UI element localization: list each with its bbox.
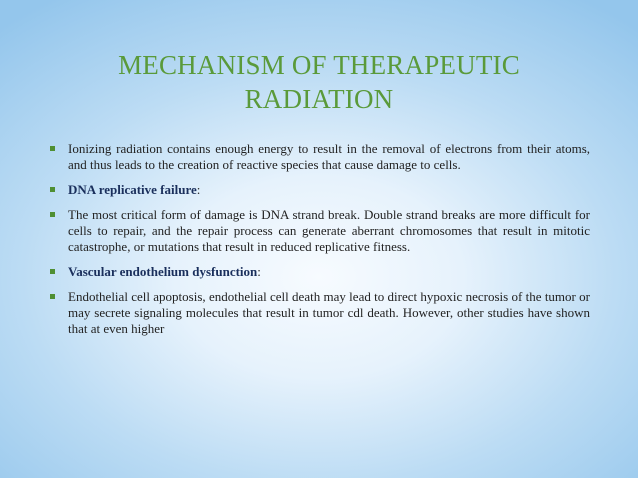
- bullet-heading: Vascular endothelium dysfunction: [68, 264, 258, 279]
- bullet-heading-colon: :: [257, 264, 261, 279]
- bullet-heading: DNA replicative failure: [68, 182, 197, 197]
- bullet-text: The most critical form of damage is DNA strand break. Double strand breaks are more difficult for cells to repair, and the repair process can generate aberrant chromosomes that result in mitotic catastrophe, or mutations that result in reduced replicative fitness.: [68, 207, 590, 254]
- bullet-ionizing-radiation: [50, 141, 590, 173]
- square-bullet-icon: [50, 294, 55, 299]
- square-bullet-icon: [50, 146, 55, 151]
- bullet-vascular-endothelium-dysfunction: [50, 264, 590, 280]
- bullet-dna-strand-break: [50, 207, 590, 255]
- bullet-list: [50, 141, 590, 346]
- bullet-heading-colon: :: [196, 182, 201, 197]
- square-bullet-icon: [50, 269, 55, 274]
- square-bullet-icon: [50, 187, 55, 192]
- slide-title: [40, 48, 598, 116]
- square-bullet-icon: [50, 212, 55, 217]
- bullet-endothelial-apoptosis: [50, 289, 590, 337]
- slide-title-line-2: RADIATION: [244, 84, 394, 115]
- bullet-text: Endothelial cell apoptosis, endothelial cell death may lead to direct hypoxic necrosis of the tumor or may secrete signaling molecules that result in tumor cdl death. However, other studies have shown that at even higher: [68, 289, 590, 336]
- slide-title-line-1: MECHANISM OF THERAPEUTIC: [118, 50, 520, 81]
- bullet-text: Ionizing radiation contains enough energy to result in the removal of electrons from their atoms, and thus leads to the creation of reactive species that cause damage to cells.: [68, 141, 590, 172]
- bullet-dna-replicative-failure: [50, 182, 590, 198]
